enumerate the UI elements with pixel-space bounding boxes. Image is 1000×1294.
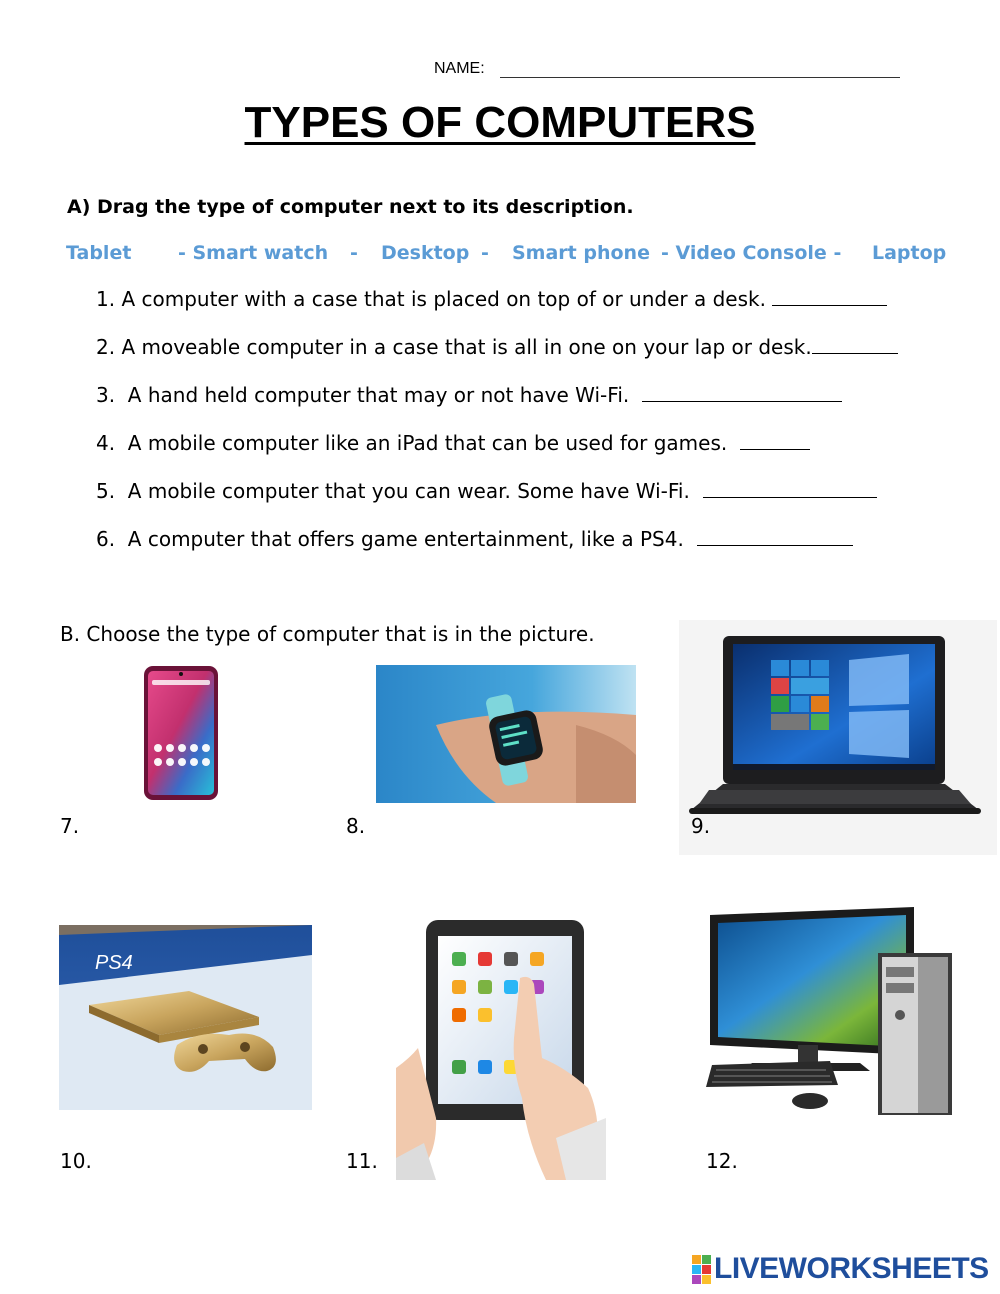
answer-blank-1[interactable] [772, 287, 887, 306]
liveworksheets-logo [692, 1252, 989, 1286]
question-3: 3. A hand held computer that may or not have Wi-Fi. [96, 383, 842, 407]
item-number-11: 11. [346, 1149, 378, 1173]
name-input-line[interactable] [500, 77, 900, 78]
item-number-8: 8. [346, 814, 366, 838]
answer-blank-3[interactable] [642, 383, 842, 402]
question-6: 6. A computer that offers game entertainment, like a PS4. [96, 527, 853, 551]
ps4-box-text: PS4 [95, 952, 133, 974]
word-tablet[interactable]: Tablet [66, 242, 132, 264]
answer-blank-6[interactable] [697, 527, 853, 546]
question-4: 4. A mobile computer like an iPad that can be used for games. [96, 431, 810, 455]
word-desktop[interactable]: Desktop [381, 242, 470, 264]
laptop-picture [679, 620, 997, 855]
logo-text: LIVEWORKSHEETS [714, 1252, 989, 1285]
smartphone-picture [102, 662, 258, 802]
page-title: TYPES OF COMPUTERS [244, 98, 756, 147]
item-number-10: 10. [60, 1149, 92, 1173]
question-2: 2. A moveable computer in a case that is all in one on your lap or desk. [96, 335, 898, 359]
word-separator: - [350, 242, 358, 264]
item-number-7: 7. [60, 814, 80, 838]
question-5: 5. A mobile computer that you can wear. Some have Wi-Fi. [96, 479, 877, 503]
word-laptop[interactable]: Laptop [872, 242, 947, 264]
tablet-picture [396, 918, 606, 1180]
word-smart-phone[interactable]: Smart phone [512, 242, 650, 264]
section-b-instruction: B. Choose the type of computer that is in the picture. [60, 622, 595, 646]
word-video-console[interactable]: - Video Console - [661, 242, 842, 264]
answer-blank-5[interactable] [703, 479, 877, 498]
answer-blank-4[interactable] [740, 431, 810, 450]
name-label: NAME: [434, 60, 485, 77]
smartwatch-picture [376, 665, 636, 803]
word-separator: - [481, 242, 489, 264]
question-1: 1. A computer with a case that is placed on top of or under a desk. [96, 287, 887, 311]
desktop-computer-picture [706, 905, 954, 1117]
ps4-console-picture [59, 925, 312, 1110]
item-number-12: 12. [706, 1149, 738, 1173]
liveworksheets-logo-icon [692, 1255, 711, 1284]
word-smart-watch[interactable]: - Smart watch [178, 242, 329, 264]
section-a-instruction: A) Drag the type of computer next to its description. [67, 196, 634, 218]
answer-blank-2[interactable] [812, 335, 898, 354]
item-number-9: 9. [691, 814, 711, 838]
